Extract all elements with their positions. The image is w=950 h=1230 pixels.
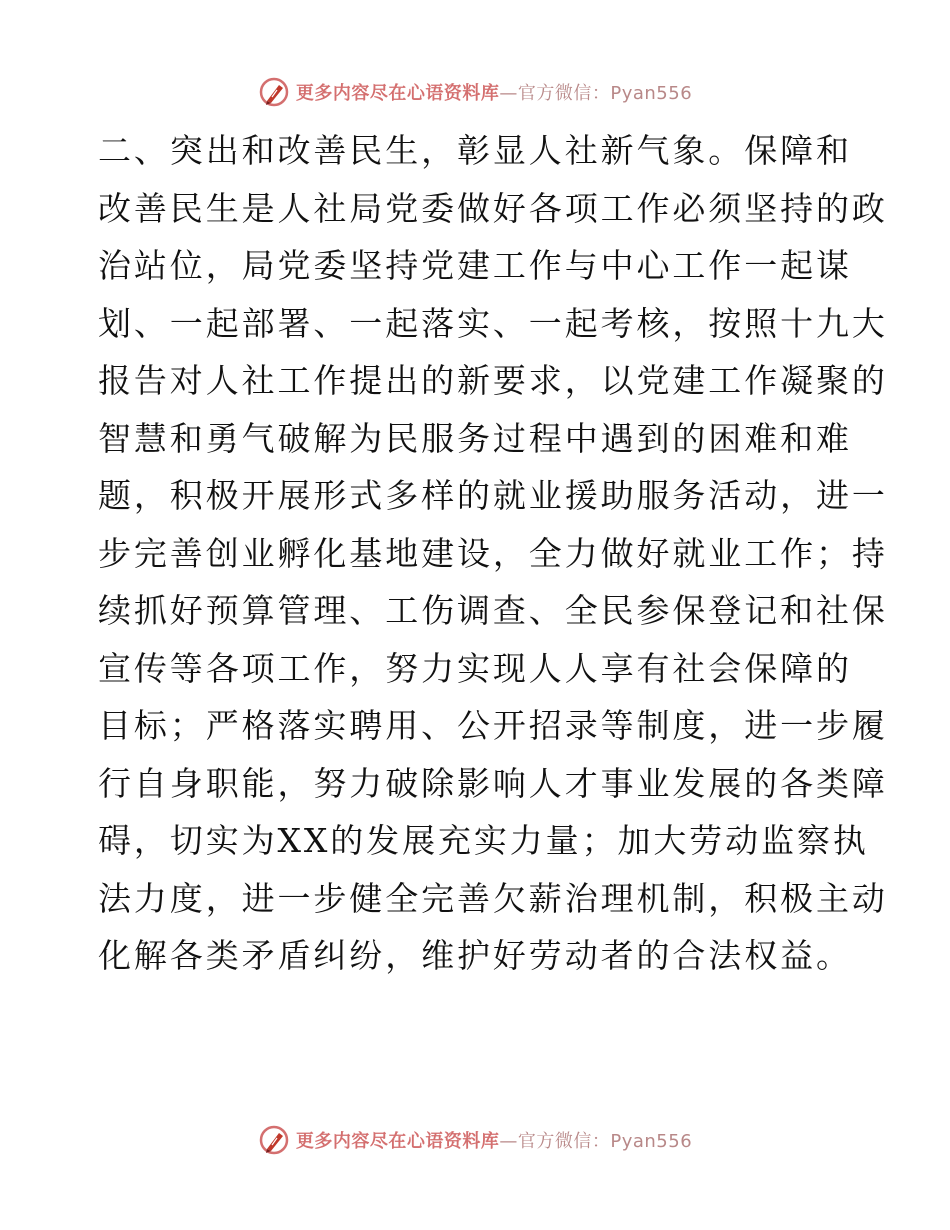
watermark-contact: 官方微信：Pyan556 — [517, 83, 693, 104]
text-line: 续抓好预算管理、工伤调查、全民参保登记和社保 — [98, 591, 888, 630]
text-line: 智慧和勇气破解为民服务过程中遇到的困难和难 — [98, 418, 852, 458]
text-line: 改善民生是人社局党委做好各项工作必须坚持的政 — [98, 188, 888, 228]
article-body — [98, 122, 888, 985]
text-line: 化解各类矛盾纠纷，维护好劳动者的合法权益。 — [98, 936, 852, 975]
text-line: 题，积极开展形式多样的就业援助服务活动，进一 — [98, 476, 888, 515]
watermark-text — [296, 79, 692, 105]
text-line: 报告对人社工作提出的新要求，以党建工作凝聚的 — [98, 361, 888, 400]
text-line: 碍，切实为XX的发展充实力量；加大劳动监察执 — [98, 821, 869, 860]
fountain-pen-logo-icon — [258, 1124, 290, 1156]
footer-watermark — [0, 1120, 950, 1160]
watermark-separator: — — [499, 1131, 518, 1152]
text-line: 法力度，进一步健全完善欠薪治理机制，积极主动 — [98, 878, 888, 918]
text-line: 行自身职能，努力破除影响人才事业发展的各类障 — [98, 763, 888, 803]
watermark-contact: 官方微信：Pyan556 — [517, 1131, 693, 1152]
watermark-text — [296, 1127, 692, 1153]
fountain-pen-logo-icon — [258, 76, 290, 108]
text-line: 划、一起部署、一起落实、一起考核，按照十九大 — [98, 303, 888, 343]
text-line: 步完善创业孵化基地建设，全力做好就业工作；持 — [98, 533, 888, 573]
watermark-brand: 更多内容尽在心语资料库 — [295, 83, 500, 104]
text-line: 宣传等各项工作，努力实现人人享有社会保障的 — [98, 648, 852, 688]
text-line: 目标；严格落实聘用、公开招录等制度，进一步履 — [98, 706, 888, 745]
text-line: 二、突出和改善民生，彰显人社新气象。保障和 — [98, 131, 852, 170]
watermark-separator: — — [499, 83, 518, 104]
text-line: 治站位，局党委坚持党建工作与中心工作一起谋 — [98, 246, 852, 285]
header-watermark — [0, 72, 950, 112]
watermark-brand: 更多内容尽在心语资料库 — [295, 1131, 500, 1152]
